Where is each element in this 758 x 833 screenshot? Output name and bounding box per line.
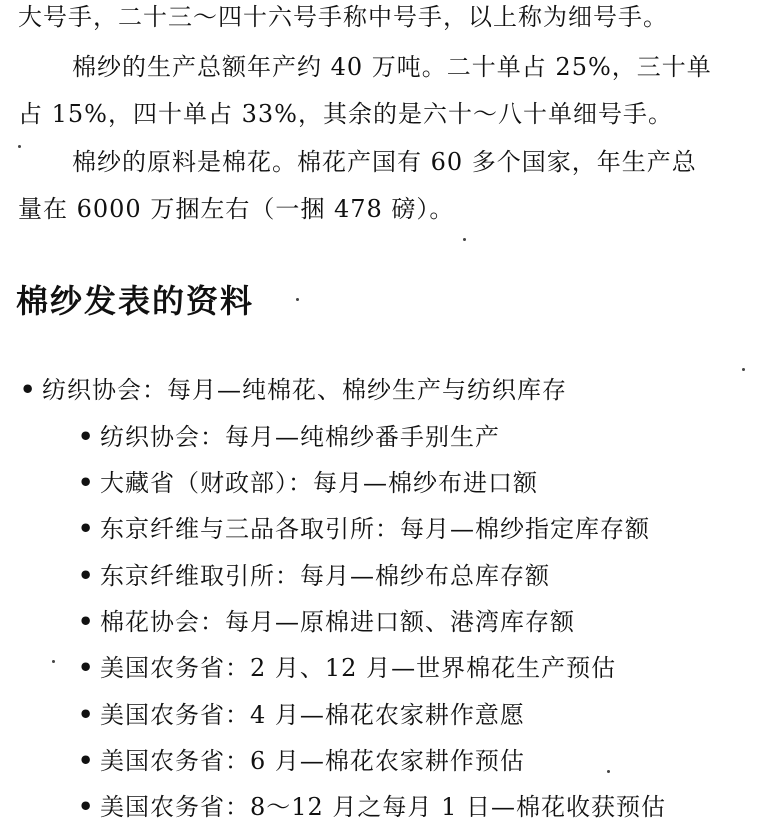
paragraph-line: 量在 6000 万捆左右（一捆 478 磅）。 — [18, 195, 455, 223]
list-item-text: 大藏省（财政部）：每月—棉纱布进口额 — [100, 469, 538, 497]
bullet-icon: • — [78, 792, 95, 821]
list-item — [78, 422, 500, 452]
list-item — [78, 514, 650, 544]
list-item — [78, 792, 666, 822]
bullet-icon: • — [20, 375, 37, 404]
list-item-text: 东京纤维取引所：每月—棉纱布总库存额 — [100, 562, 550, 590]
list-item-text: 美国农务省：2 月、12 月—世界棉花生产预估 — [100, 654, 617, 682]
scan-speck — [52, 660, 55, 663]
scan-speck — [18, 145, 21, 148]
paragraph-line: 大号手，二十三～四十六号手称中号手，以上称为细号手。 — [18, 3, 668, 31]
paragraph-line: 占 15%，四十单占 33%，其余的是六十～八十单细号手。 — [18, 100, 673, 128]
scan-speck — [742, 368, 745, 371]
bullet-icon: • — [78, 746, 95, 775]
scan-speck — [607, 770, 610, 773]
list-item — [78, 746, 525, 776]
list-item — [78, 607, 575, 637]
bullet-icon: • — [78, 653, 95, 682]
scan-speck — [463, 238, 466, 241]
list-item-text: 东京纤维与三品各取引所：每月—棉纱指定库存额 — [100, 515, 650, 543]
bullet-icon: • — [78, 422, 95, 451]
section-heading: 棉纱发表的资料 — [16, 282, 255, 320]
list-item-text: 美国农务省：8～12 月之每月 1 日—棉花收获预估 — [100, 793, 666, 821]
paragraph-line: 棉纱的生产总额年产约 40 万吨。二十单占 25%，三十单 — [72, 53, 712, 81]
bullet-icon: • — [78, 514, 95, 543]
list-item — [78, 653, 616, 683]
bullet-icon: • — [78, 700, 95, 729]
list-item-text: 纺织协会：每月—纯棉花、棉纱生产与纺织库存 — [42, 376, 567, 404]
paragraph-line: 棉纱的原料是棉花。棉花产国有 60 多个国家，年生产总 — [72, 148, 697, 176]
list-item — [20, 375, 567, 405]
list-item — [78, 468, 538, 498]
scan-speck — [296, 298, 299, 301]
list-item — [78, 561, 550, 591]
list-item-text: 美国农务省：6 月—棉花农家耕作预估 — [100, 747, 525, 775]
bullet-icon: • — [78, 561, 95, 590]
list-item-text: 美国农务省：4 月—棉花农家耕作意愿 — [100, 701, 525, 729]
list-item-text: 纺织协会：每月—纯棉纱番手别生产 — [100, 423, 500, 451]
bullet-icon: • — [78, 607, 95, 636]
list-item-text: 棉花协会：每月—原棉进口额、港湾库存额 — [100, 608, 575, 636]
list-item — [78, 700, 525, 730]
bullet-icon: • — [78, 468, 95, 497]
